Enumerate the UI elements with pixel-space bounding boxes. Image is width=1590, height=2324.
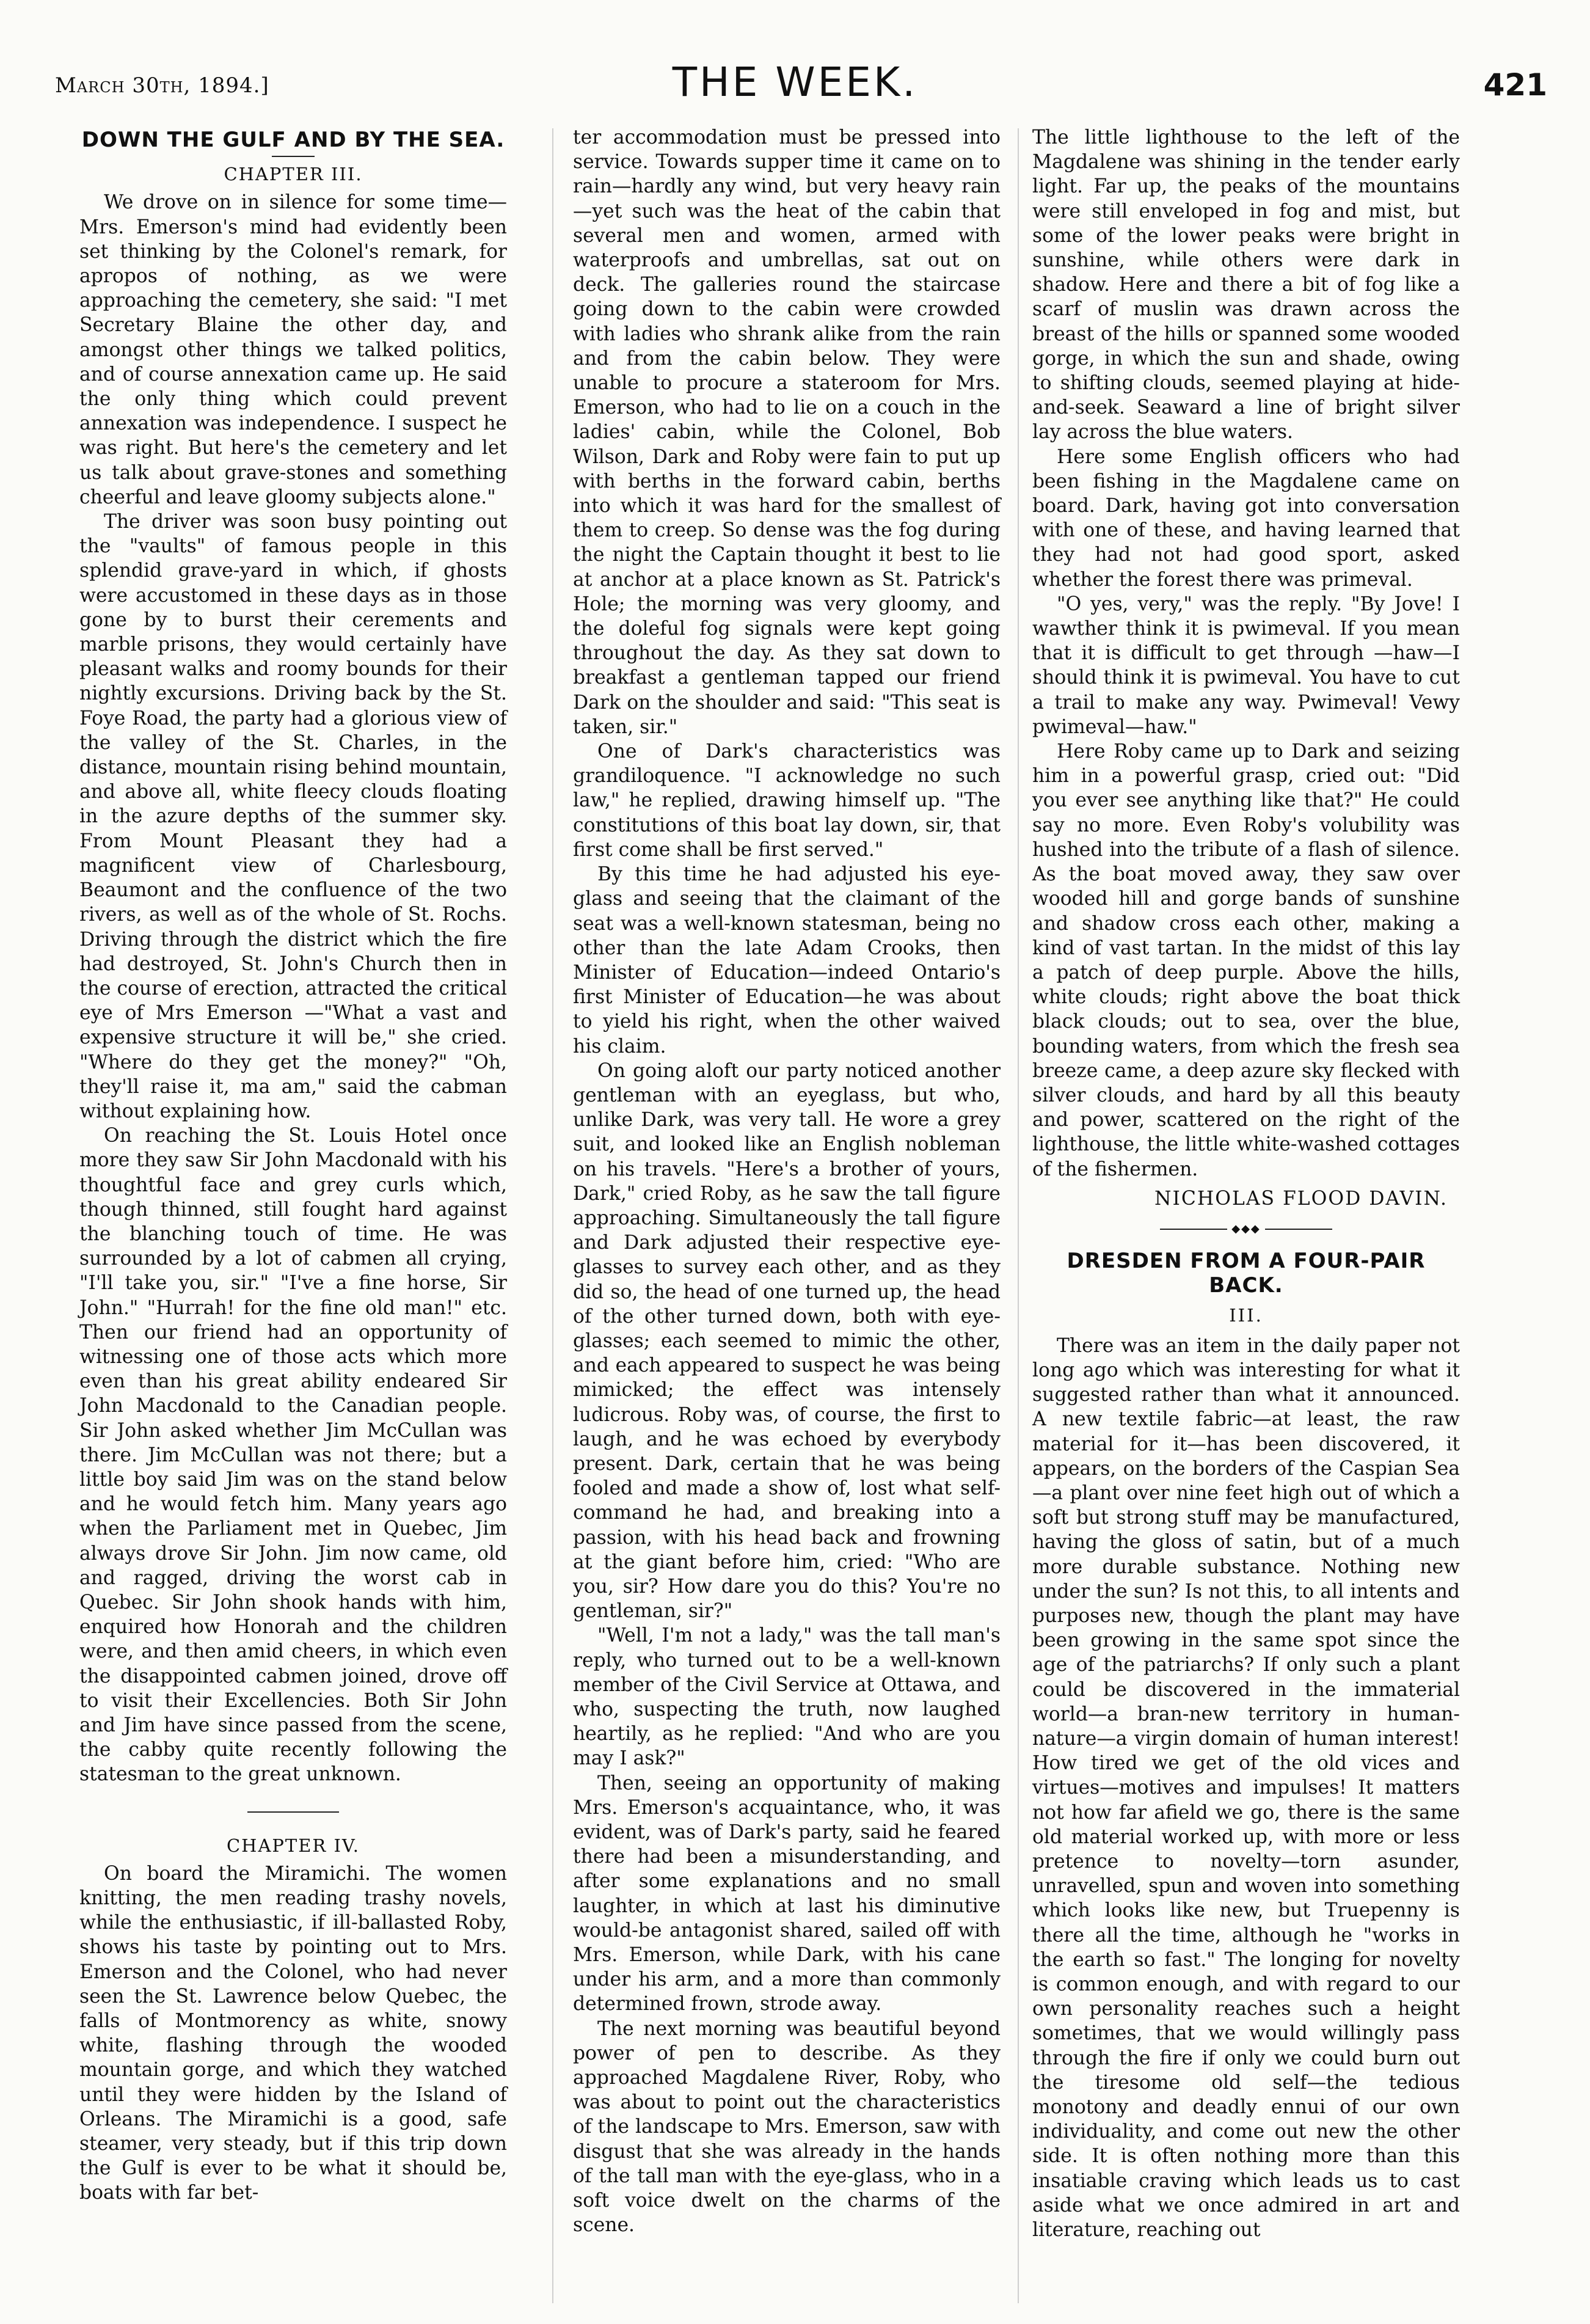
column-3 <box>1032 125 1460 2242</box>
column-2 <box>573 125 1001 2237</box>
paragraph: "O yes, very," was the reply. "By Jove! I wawther think it is pwimeval. If you mean that it is difficult to get through —haw—I should think it is pwimeval. You have to cut a trail to make any way. Pwimeval! Vewy pwimeval—haw." <box>1032 593 1460 738</box>
paragraph: Here some English officers who had been fishing in the Magdalene came on board. Dark, having got into conversation with one of these, and having learned that they had not had good sport, asked whether the forest there was primeval. <box>1032 445 1460 591</box>
divider <box>272 156 315 157</box>
author-signature: NICHOLAS FLOOD DAVIN. <box>1154 1187 1448 1210</box>
column-divider <box>1018 128 1019 2303</box>
paragraph: The next morning was beautiful beyond power of pen to describe. As they approached Magdalene River, Roby, who was about to point out the characteristics of the landscape to Mrs. Emerson, saw with disgust that she was already in the hands of the tall man with the eye-glass, who in a soft voice dwelt on the charms of the scene. <box>573 2017 1001 2237</box>
paragraph: By this time he had adjusted his eye-glass and seeing that the claimant of the seat was a well-known statesman, being no other than the late Adam Crooks, then Minister of Education—indeed Ontario's first Minister of Education—he was about to yield his right, when the other waived his claim. <box>573 863 1001 1058</box>
paragraph: On going aloft our party noticed another gentleman with an eyeglass, but who, unlike Dark, was very tall. He wore a grey suit, and looked like an English nobleman on his travels. "Here's a brother of yours, Dark," cried Roby, as he saw the tall figure approaching. Simultaneously the tall figure and Dark adjusted their respective eye-glasses to survey each other, and as they did so, the head of one turned up, the head of the other turned down, both with eye-glasses; each seemed to mimic the other, and each appeared to suspect he was being mimicked; the effect was intensely ludicrous. Roby was, of course, the first to laugh, and he was echoed by everybody present. Dark, certain that he was being fooled and made a show of, lost what self-command he had, and breaking into a passion, with his head back and frowning at the giant before him, cried: "Who are you, sir? How dare you do this? You're no gentleman, sir?" <box>573 1059 1001 1623</box>
column-divider <box>552 128 553 2303</box>
paragraph: "Well, I'm not a lady," was the tall man's reply, who turned out to be a well-known member of the Civil Service at Ottawa, and who, suspecting the truth, now laughed heartily, as he replied: "And who are you may I ask?" <box>573 1624 1001 1770</box>
article-title: DOWN THE GULF AND BY THE SEA. <box>81 128 505 152</box>
masthead: THE WEEK. <box>672 59 918 106</box>
paragraph: One of Dark's characteristics was grandiloquence. "I acknowledge no such law," he replied, drawing himself up. "The constitutions of this boat lay down, sir, that first come shall be first served." <box>573 740 1001 861</box>
part-number: III. <box>1229 1304 1263 1326</box>
page-number: 421 <box>1483 67 1547 103</box>
ornament-divider: ◆◆◆ <box>1032 1217 1460 1241</box>
paragraph: On board the Miramichi. The women knitting, the men reading trashy novels, while the enthusiastic, if ill-ballasted Roby, shows his taste by pointing out to Mrs. Emerson and the Colonel, who had never seen the St. Lawrence below Quebec, the falls of Montmorency as white, snowy white, flashing through the wooded mountain gorge, and which they watched until they were hidden by the Island of Orleans. The Miramichi is a good, safe steamer, very steady, but if this trip down the Gulf is ever to be what it should be, boats with far bet- <box>79 1862 507 2204</box>
paragraph: On reaching the St. Louis Hotel once more they saw Sir John Macdonald with his thoughtful face and grey curls which, though thinned, still fought hard against the blanching touch of time. He was surrounded by a lot of cabmen all crying, "I'll take you, sir." "I've a fine horse, Sir John." "Hurrah! for the fine old man!" etc. Then our friend had an opportunity of witnessing one of those acts which more even than his great ability endeared Sir John Macdonald to the Canadian people. Sir John asked whether Jim McCullan was there. Jim McCullan was not there; but a little boy said Jim was on the stand below and he would fetch him. Many years ago when the Parliament met in Quebec, Jim always drove Sir John. Jim now came, old and ragged, driving the worst cab in Quebec. Sir John shook hands with him, enquired how Honorah and the children were, and then amid cheers, in which even the disappointed cabmen joined, drove off to visit their Excellencies. Both Sir John and Jim have since passed from the scene, the cabby quite recently following the statesman to the great unknown. <box>79 1125 507 1786</box>
chapter-heading: CHAPTER IV. <box>226 1835 360 1856</box>
paragraph-continued: The little lighthouse to the left of the Magdalene was shining in the tender early light. Far up, the peaks of the mountains were still enveloped in fog and mist, but some of the lower peaks were bright in sunshine, while others were dark in shadow. Here and there a bit of fog like a scarf of muslin was drawn across the breast of the hills or spanned some wooded gorge, in which the sun and shade, owing to shifting clouds, seemed playing at hide-and-seek. Seaward a line of bright silver lay across the blue waters. <box>1032 126 1460 444</box>
chapter-heading: CHAPTER III. <box>224 164 363 185</box>
paragraph: We drove on in silence for some time—Mrs. Emerson's mind had evidently been set thinking by the Colonel's remark, for apropos of nothing, as we were approaching the cemetery, she said: "I met Secretary Blaine the other day, and amongst other things we talked politics, and of course annexation came up. He said the only thing which could prevent annexation was independence. I suspect he was right. But here's the cemetery and let us talk about grave-stones and something cheerful and leave gloomy subjects alone." <box>79 191 507 508</box>
paragraph-continued: ter accommodation must be pressed into service. Towards supper time it came on to rain—hardly any wind, but very heavy rain—yet such was the heat of the cabin that several men and women, armed with waterproofs and umbrellas, sat out on deck. The galleries round the staircase going down to the cabin were crowded with ladies who shrank alike from the rain and from the cabin below. They were unable to procure a stateroom for Mrs. Emerson, who had to lie on a couch in the ladies' cabin, while the Colonel, Bob Wilson, Dark and Roby were fain to put up with berths in the forward cabin, berths into which it was hard for the smallest of them to creep. So dense was the fog during the night the Captain thought it best to lie at anchor at a place known as St. Patrick's Hole; the morning was very gloomy, and the doleful fog signals were kept going throughout the day. As they sat down to breakfast a gentleman tapped our friend Dark on the shoulder and said: "This seat is taken, sir." <box>573 126 1001 738</box>
paragraph: The driver was soon busy pointing out the "vaults" of famous people in this splendid grave-yard in which, if ghosts were accustomed in these days as in those gone by to burst their cerements and marble prisons, they would certainly have pleasant walks and roomy bounds for their nightly excursions. Driving back by the St. Foye Road, the party had a glorious view of the valley of the St. Charles, in the distance, mountain rising behind mountain, and above all, white fleecy clouds floating in the azure depths of the summer sky. From Mount Pleasant they had a magnificent view of Charlesbourg, Beaumont and the confluence of the two rivers, as well as of the whole of St. Rochs. Driving through the district which the fire had destroyed, St. John's Church then in the course of erection, attracted the critical eye of Mrs Emerson —"What a vast and expensive structure it will be," she cried. "Where do they get the money?" "Oh, they'll raise it, ma am," said the cabman without explaining how. <box>79 511 507 1122</box>
column-1 <box>79 125 507 2205</box>
divider <box>247 1811 339 1813</box>
article-title: DRESDEN FROM A FOUR-PAIR BACK. <box>1067 1249 1426 1298</box>
paragraph: There was an item in the daily paper not long ago which was interesting for what it suggested rather than what it announced. A new textile fabric—at least, the raw material for it—has been discovered, it appears, on the borders of the Caspian Sea —a plant over nine feet high out of which a soft but strong stuff may be manufactured, having the gloss of satin, but of a much more durable substance. Nothing new under the sun? Is not this, to all intents and purposes new, though the plant may have been growing in the same spot since the age of the patriarchs? If only such a plant could be discovered in the immaterial world—a bran-new territory in human-nature—a virgin domain of human interest! How tired we get of the old vices and virtues—motives and impulses! It matters not how far afield we go, there is the same old material worked up, with more or less pretence to novelty—torn asunder, unravelled, spun and woven into something which looks like new, but Truepenny is there all the time, although he "works in the earth so fast." The longing for novelty is common enough, and with regard to our own personality reaches such a height sometimes, that we would willingly pass through the fire if only we could burn out the tiresome old self—the tedious monotony and deadly ennui of our own individuality, and come out new the other side. It is often nothing more than this insatiable craving which leads us to cast aside what we once admired in art and literature, reaching out <box>1032 1334 1460 2242</box>
paragraph: Then, seeing an opportunity of making Mrs. Emerson's acquaintance, who, it was evident, was of Dark's party, said he feared there had been a misunderstanding, and after some explanations and no small laughter, in which at last his diminutive would-be antagonist shared, sailed off with Mrs. Emerson, while Dark, with his cane under his arm, and a more than commonly determined frown, strode away. <box>573 1772 1001 2015</box>
issue-date: March 30th, 1894.] <box>55 73 269 98</box>
paragraph: Here Roby came up to Dark and seizing him in a powerful grasp, cried out: "Did you ever see anything like that?" He could say no more. Even Roby's volubility was hushed into the tribute of a flash of silence. As the boat moved away, they saw over wooded hill and gorge bands of sunshine and shadow cross each other, making a kind of vast tartan. In the midst of this lay a patch of deep purple. Above the hills, white clouds; right above the boat thick black clouds; out to sea, over the blue, bounding waters, from which the fresh sea breeze came, a deep azure sky flecked with silver clouds, and hard by all this beauty and power, scattered on the right of the lighthouse, the little white-washed cottages of the fishermen. <box>1032 740 1460 1180</box>
